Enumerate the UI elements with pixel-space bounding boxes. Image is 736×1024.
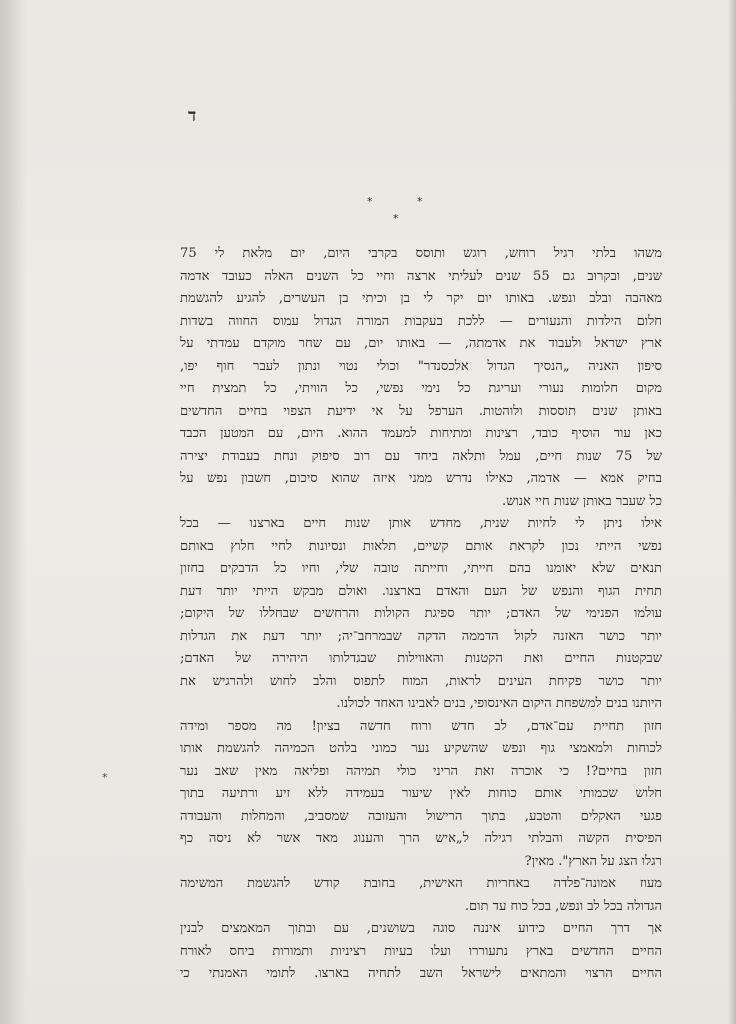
margin-mark: *	[102, 771, 108, 784]
text-line: חלום הילדות והנעורים — ללכת בעקבות המורה הגדול עמוס החווה בשדות	[180, 313, 662, 329]
text-line: אילו ניתן לי לחיות שנית, מחדש אותן שנות חיים בארצנו — בכל	[180, 516, 662, 531]
text-line: תחית הגוף והנפש של העם והאדם בארצנו. ואולם מבקש הייתי יותר דעת	[180, 583, 662, 599]
text-line: בחיק אמא — אדמה, כאילו נדרש ממני איזה שהוא סיכום, חשבון נפש על	[180, 471, 662, 486]
text-line: אך דרך החיים כידוע איננה סוגה בשושנים, עם ובתוך המאמצים לבנין	[180, 921, 662, 936]
page-left-shadow	[0, 0, 26, 1024]
text-line: פגעי האקלים והטבע, בתוך הרישול והעזובה שמסביב, והמחלות והעבודה	[180, 808, 662, 824]
section-separator-stars	[355, 196, 445, 226]
text-line: רגלו הצג על הארץ". מאין?	[524, 853, 662, 869]
text-line: יותר כושר האזנה לקול הדממה הדקה שבמרחב־יה; יותר דעת את הגדלות	[180, 628, 662, 644]
text-line: משהו בלתי רגיל רוחש, רוגש ותוסס בקרבי היום, יום מלאת לי 75	[180, 246, 662, 261]
text-line: עולמו הפנימי של האדם; יותר ספיגת הקולות והרחשים שבחללו של היקום;	[180, 606, 662, 621]
text-line: חלוש שכמותי אותם כוחות לאין שיעור בעמידה ללא זיע ורתיעה בתוך	[180, 786, 662, 801]
text-line: חזון בחיים?! כי אוכרה זאת הריני כולי תמיהה ופליאה מאין שאב נער	[180, 763, 662, 779]
text-line: באותן שנים תוססות ולוהטות. הערפל על אי ידיעת הצפוי בחיים החדשים	[180, 403, 662, 419]
text-line: סיפון האניה „הנסיך הגדול אלכסנדר" וכולי נטוי ונתון לעבר חוף יפו,	[180, 358, 662, 374]
text-line: הגדולה בכל לב ונפש, בכל כוח עד תום.	[464, 898, 662, 914]
page-right-shadow	[728, 0, 736, 1024]
text-line: כל שעבר באותן שנות חיי אנוש.	[502, 493, 662, 509]
text-line: החיים הרצוי והמתאים לישראל השב לתחיה בארצו. לתומי האמנתי כי	[180, 966, 662, 981]
text-line: לכוחות ולמאמצי גוף ונפש שהשקיע נער כמוני בלהט הכמיהה להגשמת אותו	[180, 741, 662, 756]
text-line: של 75 שנות חיים, עמל ותלאה ביחד עם רוב סיפוק ונחת בעבודת יצירה	[180, 448, 662, 464]
separator-star: *	[417, 195, 423, 208]
text-line: החיים החדשים בארץ נתעוררו ועלו בעיות רציניות ותמורות ביחס לאורח	[180, 943, 662, 959]
page-number: ד	[188, 106, 197, 126]
text-line: ארץ ישראל ולעבוד את אדמתה, — באותו יום, עם שחר מוקדם עמדתי על	[180, 336, 662, 351]
reverse-side-bleed-through	[205, 118, 675, 258]
text-line: יותר כושר פקיחת העינים לראות, המוח לתפוס והלב לחוש ולהרגיש את	[180, 673, 662, 689]
text-line: מאהבה ובלב ונפש. באותו יום יקר לי בן וכיתי בן העשרים, להגיע להגשמת	[180, 291, 662, 306]
text-line: מעוז אמונה־פלדה באחריות האישית, בחובת קודש להגשמת המשימה	[180, 876, 662, 891]
body-text	[180, 243, 662, 986]
text-line: נפשי הייתי נכון לקראת אותם קשיים, תלאות ונסיונות לחיי חלוץ באותם	[180, 538, 662, 554]
text-line: הפיסית הקשה והבלתי רגילה ל„איש הרך והענוג מאד אשר לא ניסה כף	[180, 831, 662, 846]
text-line: היותנו בנים למשפחת היקום האינסופי, בנים לאבינו האחד לכולנו.	[336, 696, 662, 711]
text-line: מקום חלומות נעורי ועריגת כל נימי נפשי, כל הוויתי, כל תמצית חיי	[180, 381, 662, 396]
text-line: תנאים שלא יאומנו בהם חייתי, וחייתה טובה שלי, וחיו כל הדבקים בחזון	[180, 561, 662, 576]
text-line: שנים, ובקרוב גם 55 שנים לעליתי ארצה וחיי כל השנים האלה כעובד אדמה	[180, 268, 662, 284]
text-line: שבקטנות החיים ואת הקטנות והאווילות שבגדלותו היהירה של האדם;	[180, 651, 662, 666]
separator-star: *	[367, 195, 373, 208]
text-line: כאן עוד הוסיף כובד, רצינות ומתיחות למעמד ההוא. היום, עם המטען הכבד	[180, 426, 662, 441]
separator-star: *	[393, 212, 399, 225]
text-line: חזון תחיית עם־אדם, לב חדש ורוח חדשה בציון! מה מספר ומידה	[180, 718, 662, 734]
